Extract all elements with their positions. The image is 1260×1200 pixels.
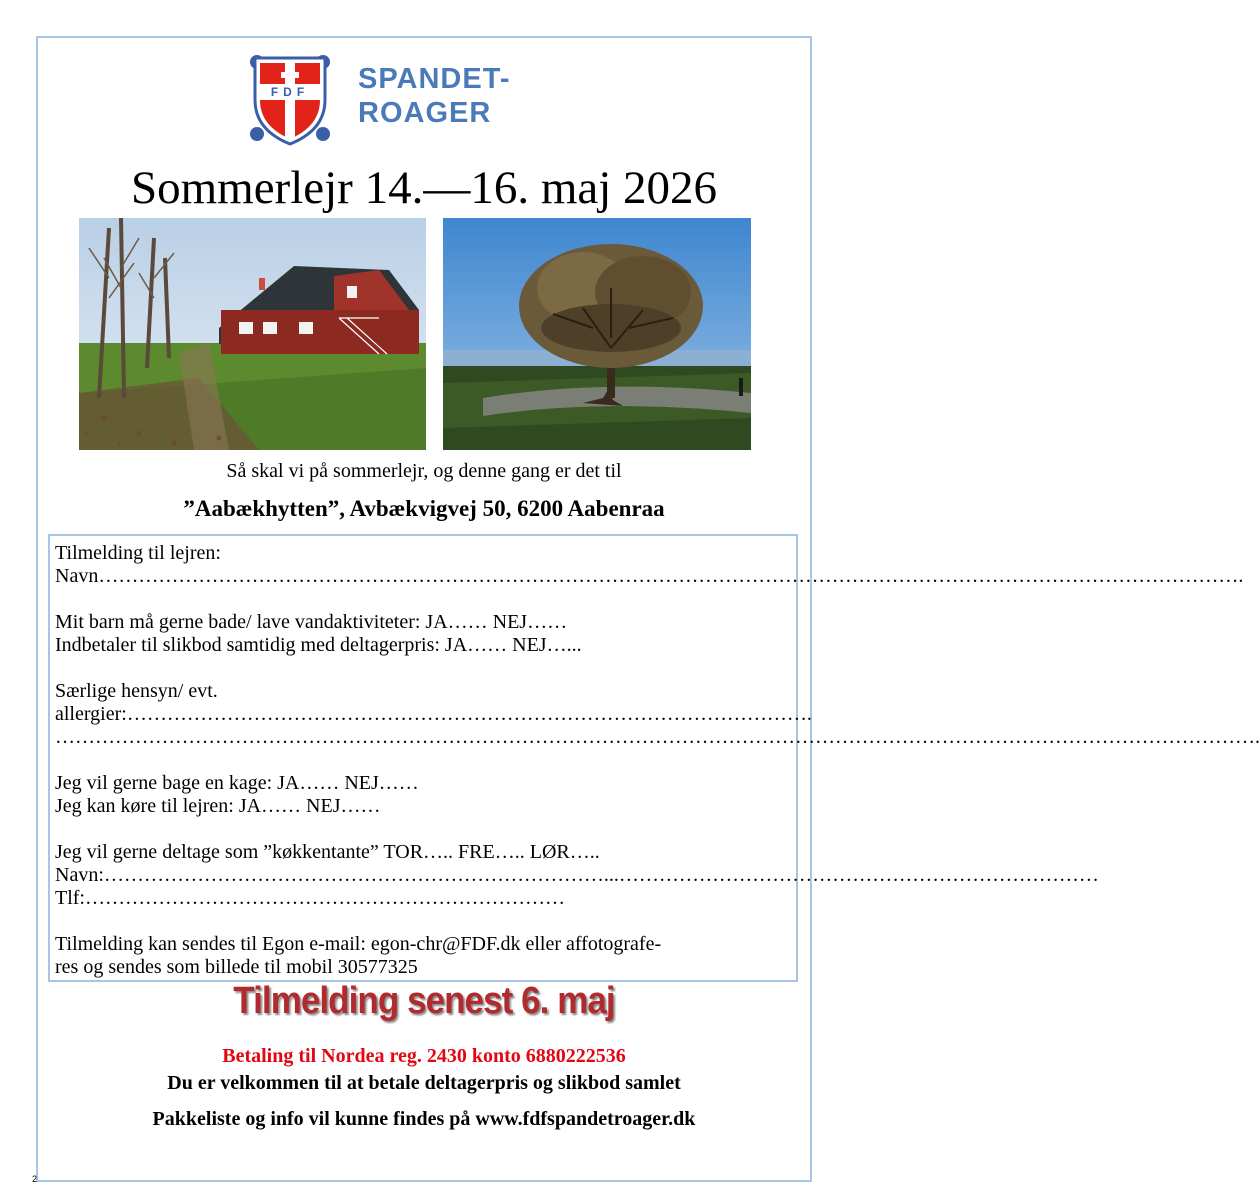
fdf-logo bbox=[245, 50, 335, 146]
form-send-instructions: Tilmelding kan sendes til Egon e-mail: egon-chr@FDF.dk eller affotografe- bbox=[55, 933, 662, 955]
red-cabin-photo bbox=[79, 218, 426, 450]
form-helper-name-phone[interactable]: Navn:…………………………………………………………………...………………………………………………………………Tlf:……………………………………………………………… bbox=[55, 864, 1099, 909]
form-allergies-line[interactable]: Særlige hensyn/ evt. allergier:…………………………………………………………………………………………. bbox=[55, 680, 812, 725]
form-swim-consent[interactable]: Mit barn må gerne bade/ lave vandaktiviteter: JA…… NEJ…… bbox=[55, 611, 568, 633]
form-allergies-line2[interactable]: ………………………………………………………………………………………………………………………………………………………………. bbox=[55, 726, 1260, 748]
registration-deadline: Tilmelding senest 6. maj bbox=[233, 980, 615, 1022]
form-bake-cake[interactable]: Jeg vil gerne bage en kage: JA…… NEJ…… bbox=[55, 772, 419, 794]
payment-note: Du er velkommen til at betale deltagerpris og slikbod samlet bbox=[167, 1072, 681, 1094]
org-name-line1: SPANDET- bbox=[358, 63, 511, 95]
form-heading: Tilmelding til lejren: bbox=[55, 542, 221, 564]
form-kitchen-helper[interactable]: Jeg vil gerne deltage som ”køkkentante” TOR….. FRE….. LØR….. bbox=[55, 841, 600, 863]
org-name-line2: ROAGER bbox=[358, 97, 492, 129]
form-tuckshop-payment[interactable]: Indbetaler til slikbod samtidig med deltagerpris: JA…… NEJ…... bbox=[55, 634, 582, 656]
intro-text: Så skal vi på sommerlejr, og denne gang er det til bbox=[226, 460, 622, 482]
registration-form bbox=[48, 534, 1260, 982]
page-title: Sommerlejr 14.—16. maj 2026 bbox=[130, 162, 718, 214]
form-drive-to-camp[interactable]: Jeg kan køre til lejren: JA…… NEJ…… bbox=[55, 795, 381, 817]
form-name-line[interactable]: Navn………………………………………………………………………………………………………………………………………………………. bbox=[55, 565, 1244, 587]
form-send-instructions-2: res og sendes som billede til mobil 30577325 bbox=[55, 956, 418, 978]
oak-tree-by-lake-photo bbox=[443, 218, 751, 450]
org-name bbox=[358, 62, 510, 130]
page-number: 2 bbox=[32, 1174, 38, 1184]
logo-letters: FDF bbox=[270, 85, 310, 99]
venue-address: ”Aabækhytten”, Avbækvigvej 50, 6200 Aabenraa bbox=[183, 496, 665, 521]
payment-details: Betaling til Nordea reg. 2430 konto 6880222536 bbox=[222, 1045, 626, 1067]
website-info: Pakkeliste og info vil kunne findes på www.fdfspandetroager.dk bbox=[152, 1108, 696, 1130]
